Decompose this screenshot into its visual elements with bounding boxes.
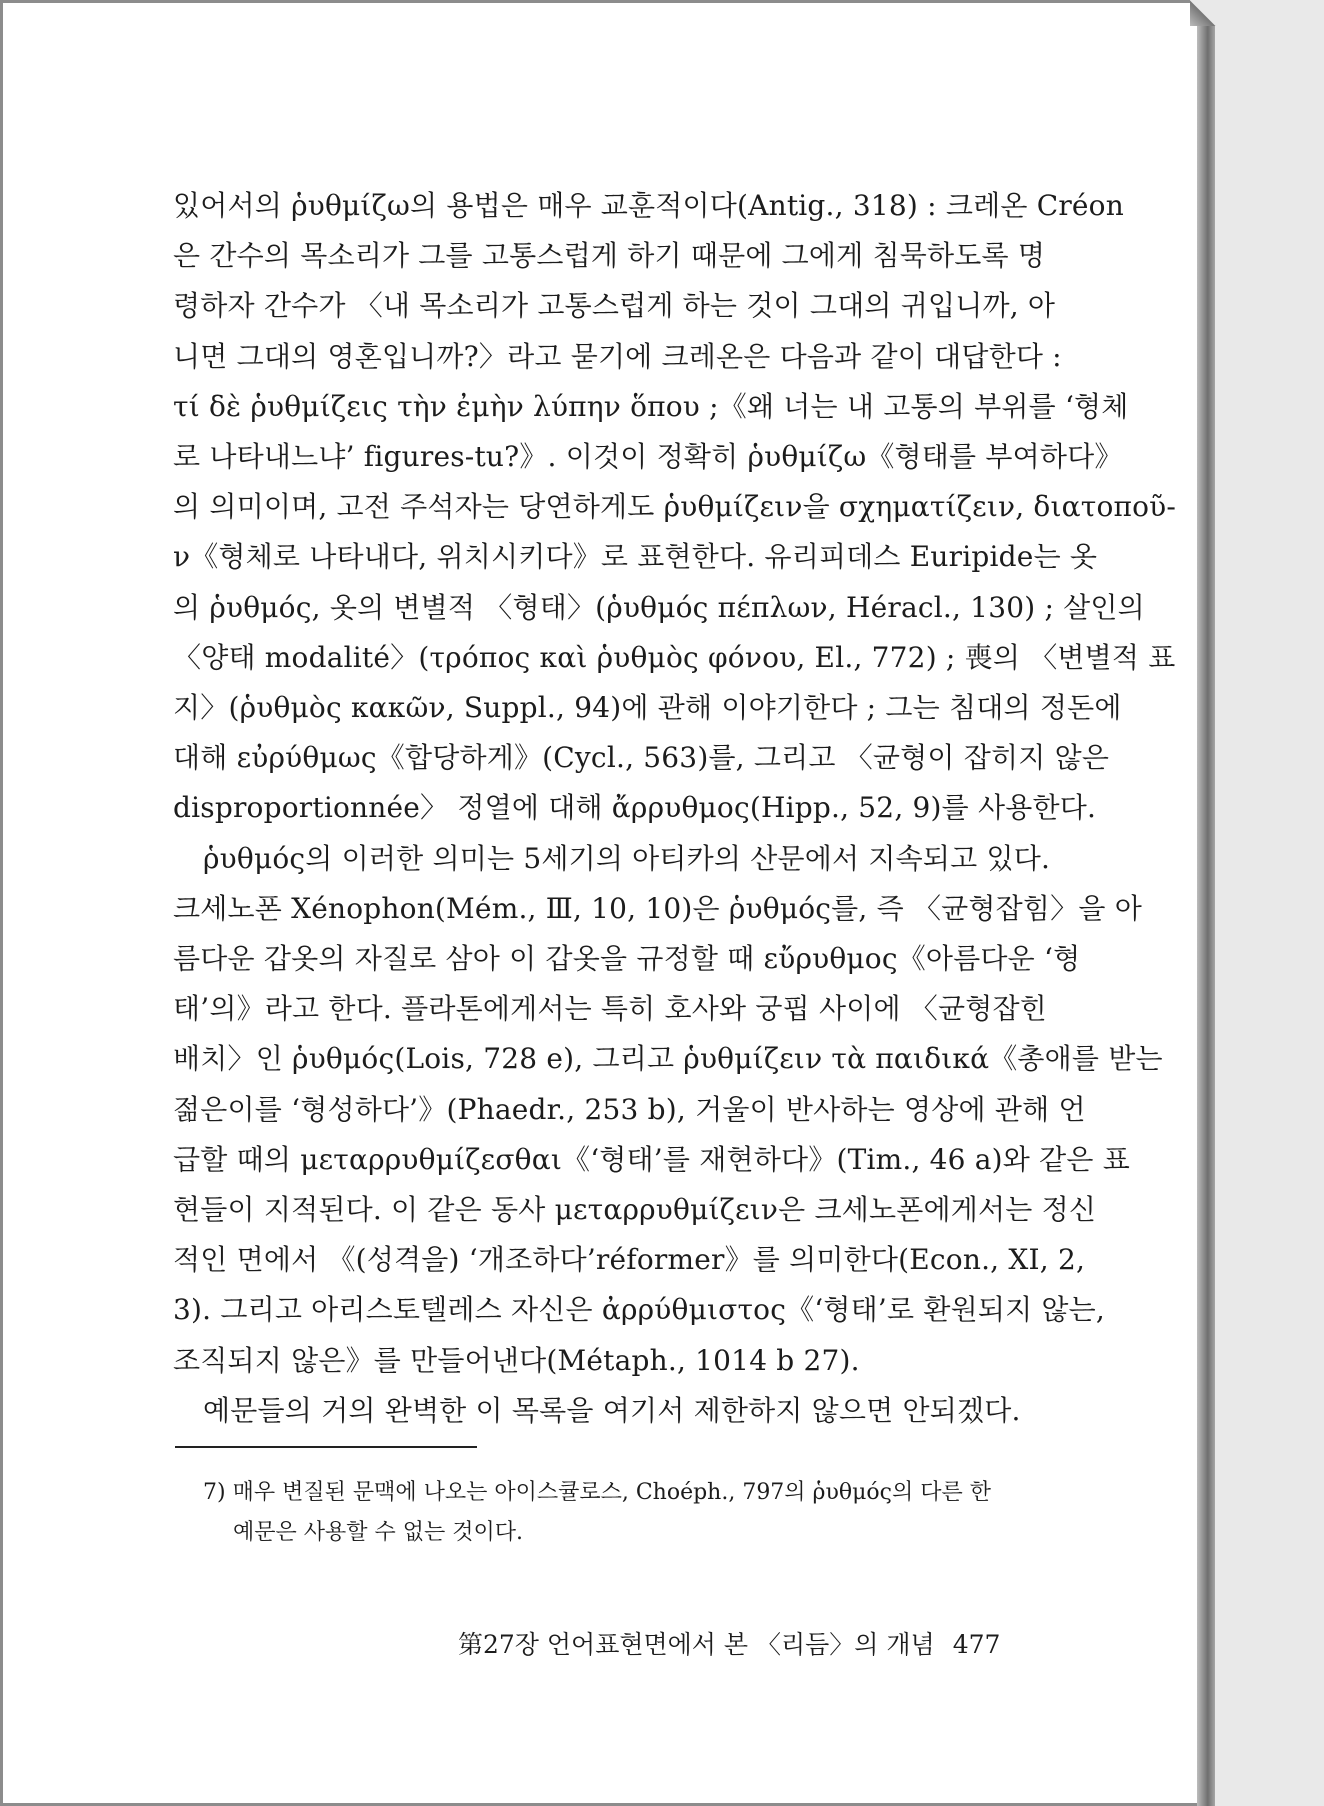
text-line: 지〉(ῥυθμὸς κακῶν, Suppl., 94)에 관해 이야기한다 ; 그는 침대의 정돈에 [173,691,1122,725]
page-number: 477 [952,1630,1001,1659]
text-line: 〈양태 modalité〉(τρόπος καὶ ῥυθμὸς φόνου, El., 772) ; 喪의 〈변별적 표 [173,640,1176,674]
text-line: 급할 때의 μεταρρυθμίζεσθαι《‘형태’를 재현하다》(Tim., 46 a)와 같은 표 [173,1142,1130,1176]
text-line: 적인 면에서 《(성격을) ‘개조하다’réformer》를 의미한다(Econ., XI, 2, [173,1243,1086,1277]
text-line: 로 나타내느냐’ figures-tu?》. 이것이 정확히 ῥυθμίζω《형태를 부여하다》 [173,440,1123,474]
footnote-line: 예문은 사용할 수 없는 것이다. [233,1520,523,1545]
text-line: 크세노폰 Xénophon(Mém., Ⅲ, 10, 10)은 ῥυθμός를, 즉 〈균형잡힘〉을 아 [173,891,1142,925]
text-line: 있어서의 ῥυθμίζω의 용법은 매우 교훈적이다(Antig., 318) : 크레온 Créon [173,189,1124,222]
text-line: 의 ῥυθμός, 옷의 변별적 〈형태〉(ῥυθμός πέπλων, Héracl., 130) ; 살인의 [173,590,1145,624]
text-line: ν《형체로 나타내다, 위치시키다》로 표현한다. 유리피데스 Euripide는 옷 [173,540,1098,574]
text-line: τί δὲ ῥυθμίζεις τὴν ἐμὴν λύπην ὅπου ;《왜 너는 내 고통의 부위를 ‘형체 [173,389,1129,423]
page-corner-fold [1190,0,1216,26]
text-line: 젊은이를 ‘형성하다’》(Phaedr., 253 b), 거울이 반사하는 영상에 관해 언 [173,1092,1086,1126]
footnote [203,1473,1033,1553]
text-line: 3). 그리고 아리스토텔레스 자신은 ἀρρύθμιστος《‘형태’로 환원되지 않는, [173,1293,1106,1327]
text-line: 니면 그대의 영혼입니까?〉라고 묻기에 크레온은 다음과 같이 대답한다 : [173,339,1062,373]
text-line: 현들이 지적된다. 이 같은 동사 μεταρρυθμίζειν은 크세노폰에게서는 정신 [173,1193,1097,1227]
text-line: 의 의미이며, 고전 주석자는 당연하게도 ῥυθμίζειν을 σχηματίζειν, διατοποῦ- [173,490,1177,524]
running-footer [458,1625,1008,1661]
page-edge-shadow [1197,0,1215,1806]
text-line: 태’의》라고 한다. 플라톤에게서는 특히 호사와 궁핍 사이에 〈균형잡힌 [173,992,1048,1026]
text-line: 예문들의 거의 완벽한 이 목록을 여기서 제한하지 않으면 안되겠다. [203,1393,1021,1427]
footnote-line: 7) 매우 변질된 문맥에 나오는 아이스큘로스, Choéph., 797의 ῥυθμός의 다른 한 [203,1480,991,1505]
body-text [173,181,1177,1436]
text-line: ῥυθμός의 이러한 의미는 5세기의 아티카의 산문에서 지속되고 있다. [203,841,1051,875]
text-line: 대해 εὐρύθμως《합당하게》(Cycl., 563)를, 그리고 〈균형이 잡히지 않은 [173,741,1110,775]
chapter-title: 第27장 언어표현면에서 본 〈리듬〉의 개념 [458,1630,935,1659]
text-line: 배치〉인 ῥυθμός(Lois, 728 e), 그리고 ῥυθμίζειν τὰ παιδικά《총애를 받는 [173,1042,1163,1076]
text-line: disproportionnée〉 정열에 대해 ἄρρυθμος(Hipp., 52, 9)를 사용한다. [173,791,1097,825]
footnote-divider [175,1446,477,1448]
text-line: 령하자 간수가 〈내 목소리가 고통스럽게 하는 것이 그대의 귀입니까, 아 [173,289,1056,323]
text-line: 은 간수의 목소리가 그를 고통스럽게 하기 때문에 그에게 침묵하도록 명 [173,239,1046,273]
text-line: 조직되지 않은》를 만들어낸다(Métaph., 1014 b 27). [173,1343,860,1377]
text-line: 름다운 갑옷의 자질로 삼아 이 갑옷을 규정할 때 εὔρυθμος《아름다운 ‘형 [173,942,1081,976]
